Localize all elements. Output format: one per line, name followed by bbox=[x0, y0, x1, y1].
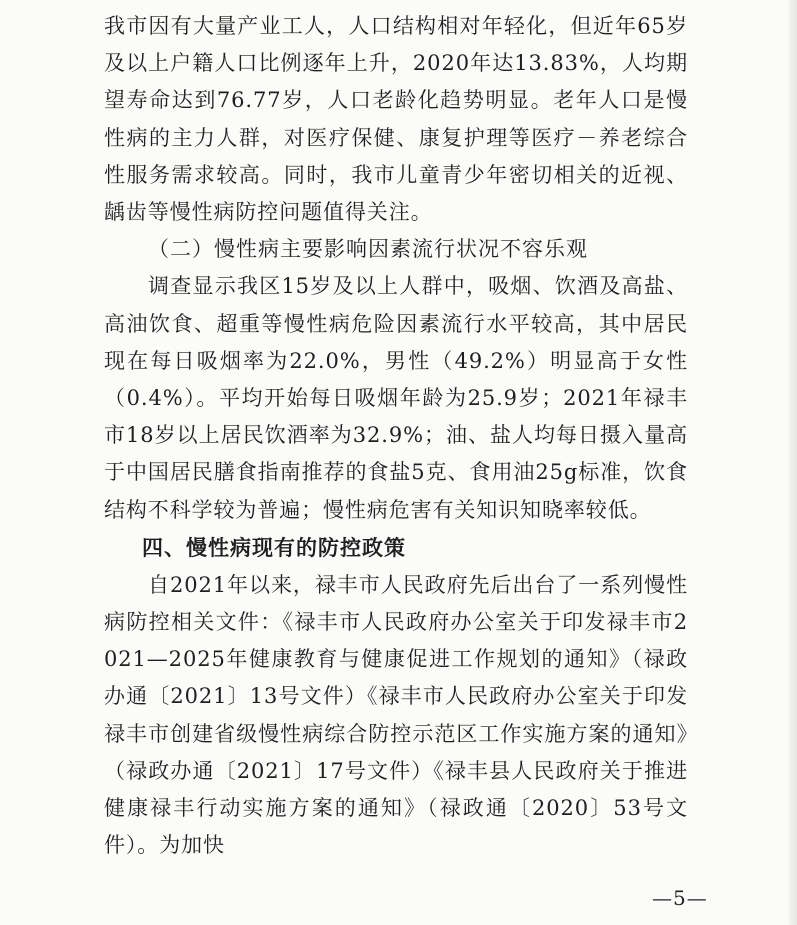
section-heading-policies: 四、慢性病现有的防控政策 bbox=[142, 535, 406, 560]
document-body bbox=[104, 8, 688, 864]
subheading-risk-factors: （二）慢性病主要影响因素流行状况不容乐观 bbox=[148, 237, 588, 262]
page-edge-shadow bbox=[789, 0, 797, 925]
paragraph-risk-survey: 调查显示我区15岁及以上人群中，吸烟、饮酒及高盐、高油饮食、超重等慢性病危险因素流行水平较高，其中居民现在每日吸烟率为22.0%，男性（49.2%）明显高于女性（0.4%）。平均开始每日吸烟年龄为25.9岁；2021年禄丰市18岁以上居民饮酒率为32.9%；油、盐人均每日摄入量高于中国居民膳食指南推荐的食盐5克、食用油25g标准，饮食结构不科学较为普遍；慢性病危害有关知识知晓率较低。 bbox=[104, 274, 688, 522]
page-number: —5— bbox=[652, 886, 708, 910]
paragraph-aging-population: 我市因有大量产业工人，人口结构相对年轻化，但近年65岁及以上户籍人口比例逐年上升，2020年达13.83%，人均期望寿命达到76.77岁，人口老龄化趋势明显。老年人口是慢性病的主力人群，对医疗保健、康复护理等医疗－养老综合性服务需求较高。同时，我市儿童青少年密切相关的近视、龋齿等慢性病防控问题值得关注。 bbox=[104, 14, 688, 225]
paragraph-policy-documents: 自2021年以来，禄丰市人民政府先后出台了一系列慢性病防控相关文件：《禄丰市人民政府办公室关于印发禄丰市2021—2025年健康教育与健康促进工作规划的通知》（禄政办通〔2021〕13号文件）《禄丰市人民政府办公室关于印发禄丰市创建省级慢性病综合防控示范区工作实施方案的通知》（禄政办通〔2021〕17号文件）《禄丰县人民政府关于推进健康禄丰行动实施方案的通知》（禄政通〔2020〕53号文件）。为加快 bbox=[104, 572, 688, 858]
